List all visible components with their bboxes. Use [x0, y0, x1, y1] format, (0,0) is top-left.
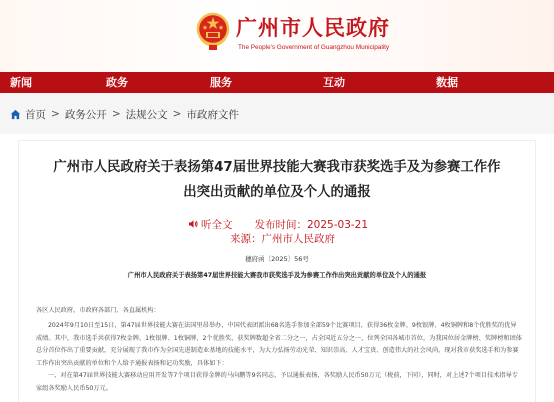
publish-date — [255, 217, 369, 232]
publish-date-label: 发布时间： — [254, 218, 307, 231]
site-title[interactable]: 广州市人民政府 — [236, 16, 390, 40]
document-number: 穗府函〔2025〕56号 — [245, 255, 309, 263]
document-title-line2: 出突出贡献的单位及个人的通报 — [183, 185, 371, 200]
speaker-icon — [188, 219, 198, 229]
nav-item-data[interactable]: 数据 — [436, 76, 458, 89]
source-value: 广州市人民政府 — [261, 233, 335, 245]
meta-row — [188, 216, 368, 232]
addressee-paragraph: 各区人民政府，市政府各部门、各直属机构： — [36, 307, 160, 314]
breadcrumb-public-affairs[interactable]: 政务公开 — [64, 108, 107, 121]
document-title — [40, 155, 514, 205]
breadcrumb — [10, 107, 239, 121]
nav-item-services[interactable]: 服务 — [210, 76, 232, 89]
item-paragraph: 一、对在第47届世界技能大赛移动应用开发等7个项目获得金牌的马向鹏等9名同志，予以通报表扬，各奖励人民币50万元（税前，下同），同时，对上述7个项目技术指导专家组各奖励人民币50万元。 — [36, 372, 518, 392]
nav-item-interaction[interactable]: 互动 — [323, 76, 345, 89]
breadcrumb-separator: > — [111, 108, 121, 120]
main-nav — [0, 72, 554, 93]
listen-label: 听全文 — [201, 218, 233, 231]
site-header — [0, 0, 554, 72]
document-subtitle: 广州市人民政府关于表扬第47届世界技能大赛我市获奖选手及为参赛工作作出突出贡献的单位及个人的通报 — [127, 272, 427, 279]
home-icon[interactable] — [10, 109, 21, 120]
breadcrumb-separator: > — [172, 108, 182, 120]
body-paragraph: 2024年9月10日至15日，第47届世界技能大赛在法国里昂举办，中国代表团派出68名选手参加全部59个比赛项目，获得36枚金牌、9枚银牌、4枚铜牌和8个优胜奖的优异成绩。其中，我市选手共获得7枚金牌、1枚银牌、1枚铜牌、2个优胜奖，获奖牌数超全省二分之一，占全国近五分之一，位列全国各城市首位，为我国位居金牌榜、奖牌榜和团体总分首位作出了重要贡献，充分展现了我市作为全国先进制造业基地的技能水平，为大力弘扬劳动光荣、知识崇高、人才宝贵、创造伟大的社会风尚，现对我市获奖选手和为参赛工作作出突出贡献的单位和个人给予通报表扬和记功奖励，具体如下： — [36, 322, 522, 367]
national-emblem-icon — [196, 12, 230, 52]
breadcrumb-regulations[interactable]: 法规公文 — [125, 108, 168, 121]
publish-date-value: 2025-03-21 — [307, 218, 369, 231]
nav-item-affairs[interactable]: 政务 — [106, 76, 128, 89]
breadcrumb-home[interactable]: 首页 — [25, 108, 46, 121]
listen-button[interactable] — [188, 217, 233, 232]
document-title-line1: 广州市人民政府关于表扬第47届世界技能大赛我市获奖选手及为参赛工作作 — [53, 160, 501, 175]
site-subtitle: The People's Government of Guangzhou Municipality — [238, 44, 390, 51]
breadcrumb-city-documents[interactable]: 市政府文件 — [186, 108, 239, 121]
source-row — [230, 231, 335, 246]
source-label: 来源： — [230, 233, 262, 245]
breadcrumb-separator: > — [51, 108, 60, 120]
nav-item-news[interactable]: 新闻 — [10, 76, 32, 89]
